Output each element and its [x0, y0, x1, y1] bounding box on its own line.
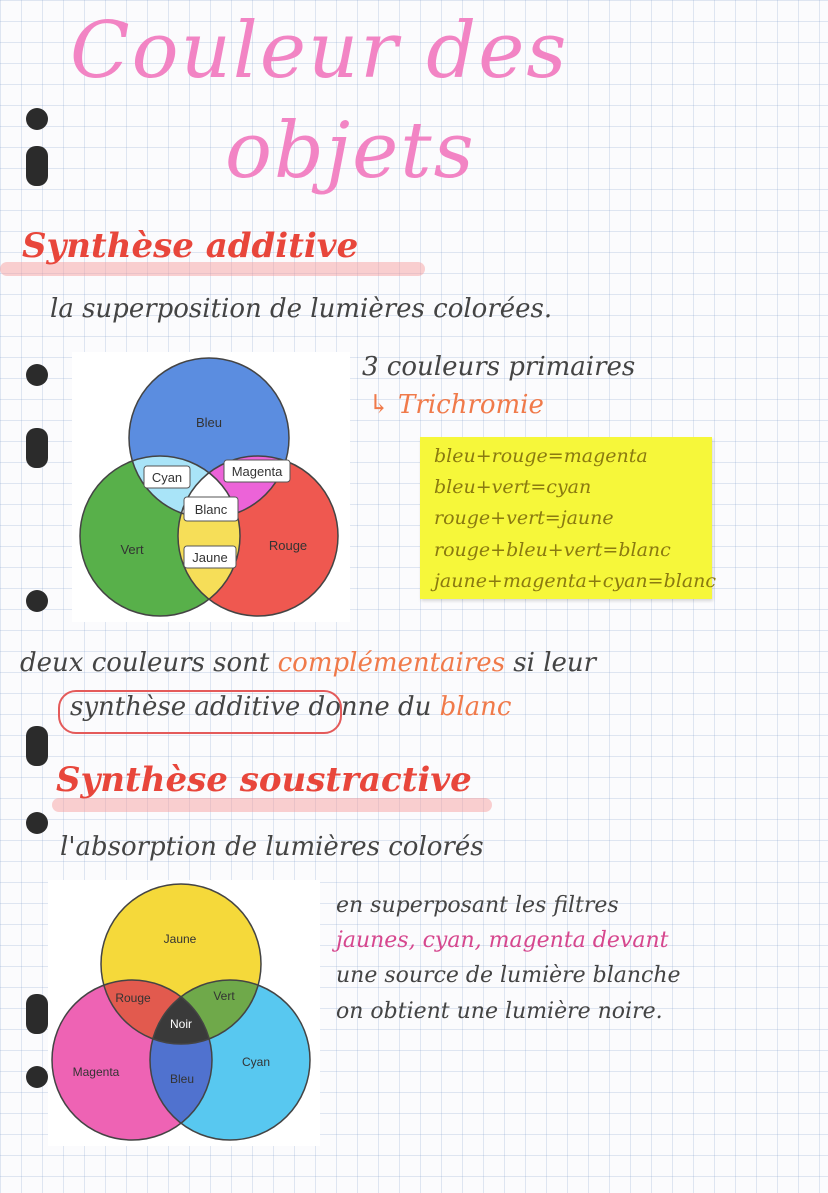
complementary-line1: deux couleurs sont complémentaires si leur: [20, 648, 597, 678]
venn-label-bleu: Bleu: [169, 1072, 195, 1086]
heading-highlight: [52, 798, 492, 812]
trichromie-note: [368, 390, 544, 420]
binder-hole: [26, 994, 48, 1034]
subtractive-line: en superposant les filtres: [336, 893, 619, 918]
additive-heading: Synthèse additive: [22, 226, 359, 266]
venn-label-vert: Vert: [120, 542, 144, 557]
subtractive-heading: Synthèse soustractive: [56, 760, 472, 800]
venn-label-noir: Noir: [169, 1017, 193, 1031]
additive-venn-svg: [72, 352, 350, 622]
binder-hole: [26, 428, 48, 468]
primaries-note: 3 couleurs primaires: [362, 352, 636, 382]
binder-hole: [26, 812, 48, 834]
subtractive-venn-svg: [48, 880, 320, 1146]
page-title-line1: Couleur des: [70, 6, 569, 96]
venn-label-rouge: Rouge: [268, 538, 308, 553]
sticky-line: bleu+rouge=magenta: [434, 445, 648, 467]
sticky-line: jaune+magenta+cyan=blanc: [434, 569, 717, 592]
subtractive-explanation: [336, 888, 681, 1029]
venn-label-cyan: Cyan: [241, 1055, 271, 1069]
venn-label-magenta: Magenta: [72, 1065, 120, 1079]
subtractive-definition: l'absorption de lumières colorés: [60, 832, 484, 862]
sticky-line: rouge+vert=jaune: [434, 507, 614, 530]
subtractive-line: on obtient une lumière noire.: [336, 998, 663, 1024]
sticky-line: rouge+bleu+vert=blanc: [434, 538, 671, 561]
page-title-line2: objets: [225, 106, 476, 196]
additive-definition: la superposition de lumières colorées.: [50, 294, 553, 324]
additive-venn-diagram: [72, 352, 350, 622]
venn-label-magenta: Magenta: [231, 464, 283, 479]
venn-label-vert: Vert: [213, 989, 235, 1003]
subtractive-venn-diagram: [48, 880, 320, 1146]
sticky-line: bleu+vert=cyan: [434, 476, 592, 499]
binder-hole: [26, 146, 48, 186]
binder-hole: [26, 590, 48, 612]
binder-hole: [26, 1066, 48, 1088]
sticky-note: [420, 437, 717, 599]
venn-label-cyan: Cyan: [151, 470, 183, 485]
subtractive-line: jaunes, cyan, magenta devant: [336, 928, 669, 954]
venn-label-jaune: Jaune: [192, 550, 228, 565]
venn-label-bleu: Bleu: [195, 415, 223, 430]
binder-hole: [26, 364, 48, 386]
trichromie-text: ↳ Trichromie: [368, 390, 544, 420]
venn-label-blanc: Blanc: [194, 502, 228, 517]
venn-label-rouge: Rouge: [115, 991, 151, 1005]
binder-hole: [26, 108, 48, 130]
venn-label-jaune: Jaune: [163, 932, 197, 946]
complementary-line2: synthèse additive donne du blanc: [70, 692, 512, 722]
binder-hole: [26, 726, 48, 766]
subtractive-line: une source de lumière blanche: [336, 963, 681, 989]
